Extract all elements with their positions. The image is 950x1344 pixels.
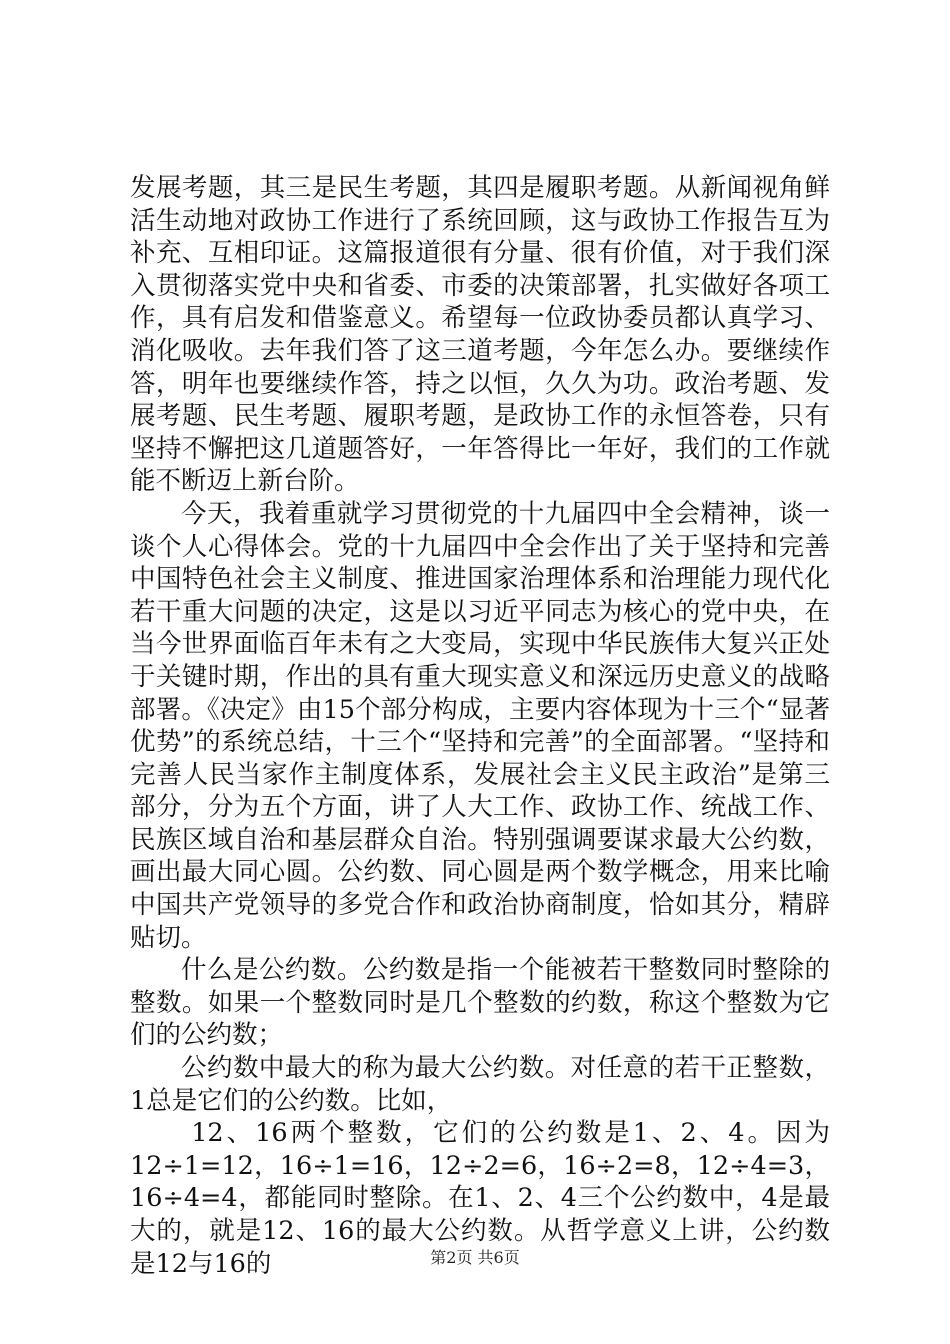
- paragraph-1: 发展考题，其三是民生考题，其四是履职考题。从新闻视角鲜活生动地对政协工作进行了系统回顾，这与政协工作报告互为补充、互相印证。这篇报道很有分量、很有价值，对于我们深入贯彻落实党中央和省委、市委的决策部署，扎实做好各项工作，具有启发和借鉴意义。希望每一位政协委员都认真学习、消化吸收。去年我们答了这三道考题，今年怎么办。要继续作答，明年也要继续作答，持之以恒，久久为功。政治考题、发展考题、民生考题、履职考题，是政协工作的永恒答卷，只有坚持不懈把这几道题答好，一年答得比一年好，我们的工作就能不断迈上新台阶。: [130, 173, 830, 497]
- paragraph-2: 今天，我着重就学习贯彻党的十九届四中全会精神，谈一谈个人心得体会。党的十九届四中全会作出了关于坚持和完善中国特色社会主义制度、推进国家治理体系和治理能力现代化若干重大问题的决定，这是以习近平同志为核心的党中央，在当今世界面临百年未有之大变局，实现中华民族伟大复兴正处于关键时期，作出的具有重大现实意义和深远历史意义的战略部署。《决定》由15个部分构成，主要内容体现为十三个“显著优势”的系统总结，十三个“坚持和完善”的全面部署。“坚持和完善人民当家作主制度体系，发展社会主义民主政治”是第三部分，分为五个方面，讲了人大工作、政协工作、统战工作、民族区域自治和基层群众自治。特别强调要谋求最大公约数，画出最大同心圆。公约数、同心圆是两个数学概念，用来比喻中国共产党领导的多党合作和政治协商制度，恰如其分，精辟贴切。: [130, 498, 830, 953]
- paragraph-5: 12、16两个整数，它们的公约数是1、2、4。因为12÷1=12，16÷1=16，12÷2=6，16÷2=8，12÷4=3，16÷4=4，都能同时整除。在1、2、4三个公约数中，4是最大的，就是12、16的最大公约数。从哲学意义上讲，公约数是12与16的: [130, 1118, 830, 1279]
- page-number-footer: 第2页 共6页: [430, 1248, 520, 1267]
- paragraph-3: 什么是公约数。公约数是指一个能被若干整数同时整除的整数。如果一个整数同时是几个整数的约数，称这个整数为它们的公约数；: [130, 955, 830, 1051]
- paragraph-4: 公约数中最大的称为最大公约数。对任意的若干正整数，1总是它们的公约数。比如，: [130, 1053, 830, 1116]
- document-body: [130, 172, 830, 1280]
